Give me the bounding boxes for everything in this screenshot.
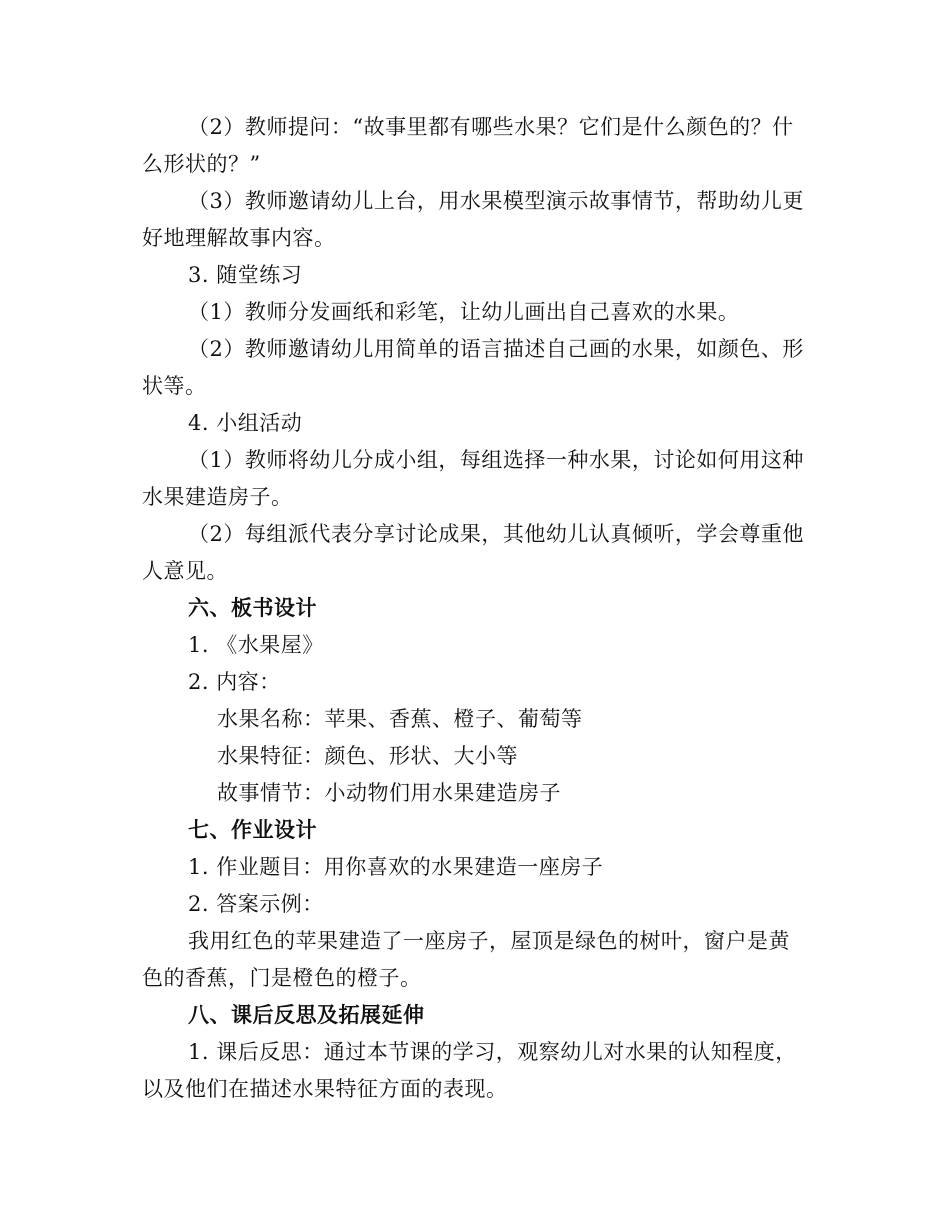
section-heading: 八、课后反思及拓展延伸 — [188, 1002, 425, 1027]
paragraph-line: 么形状的？” — [142, 152, 261, 176]
paragraph-line: 水果建造房子。 — [142, 485, 293, 509]
paragraph-line: 人意见。 — [142, 559, 228, 583]
paragraph-line: 以及他们在描述水果特征方面的表现。 — [142, 1077, 508, 1101]
indented-line: 水果特征：颜色、形状、大小等 — [217, 744, 518, 768]
section-heading: 六、板书设计 — [188, 595, 317, 620]
paragraph-line: （2）每组派代表分享讨论成果，其他幼儿认真倾听，学会尊重他 — [188, 522, 804, 546]
paragraph-line: （3）教师邀请幼儿上台，用水果模型演示故事情节，帮助幼儿更 — [188, 189, 804, 213]
paragraph-line: 好地理解故事内容。 — [142, 226, 336, 250]
indented-line: 故事情节：小动物们用水果建造房子 — [217, 781, 561, 805]
list-item: 1. 作业题目：用你喜欢的水果建造一座房子 — [188, 855, 604, 879]
section-heading: 七、作业设计 — [188, 817, 317, 842]
paragraph-line: 色的香蕉，门是橙色的橙子。 — [142, 966, 422, 990]
list-item: 2. 答案示例： — [188, 892, 324, 916]
paragraph-line: （1）教师将幼儿分成小组，每组选择一种水果，讨论如何用这种 — [188, 448, 804, 472]
indented-line: 水果名称：苹果、香蕉、橙子、葡萄等 — [217, 707, 583, 731]
list-item: 2. 内容： — [188, 670, 281, 694]
list-item: 1. 课后反思：通过本节课的学习，观察幼儿对水果的认知程度， — [188, 1040, 797, 1064]
paragraph-line: 我用红色的苹果建造了一座房子，屋顶是绿色的树叶，窗户是黄 — [188, 929, 790, 953]
list-item: 1. 《水果屋》 — [188, 633, 324, 657]
list-item: 4. 小组活动 — [188, 411, 303, 435]
paragraph-line: （2）教师提问：“故事里都有哪些水果？它们是什么颜色的？什 — [188, 115, 794, 139]
list-item: 3. 随堂练习 — [188, 263, 303, 287]
paragraph-line: 状等。 — [142, 374, 207, 398]
paragraph-line: （2）教师邀请幼儿用简单的语言描述自己画的水果，如颜色、形 — [188, 337, 804, 361]
paragraph-line: （1）教师分发画纸和彩笔，让幼儿画出自己喜欢的水果。 — [188, 300, 740, 324]
